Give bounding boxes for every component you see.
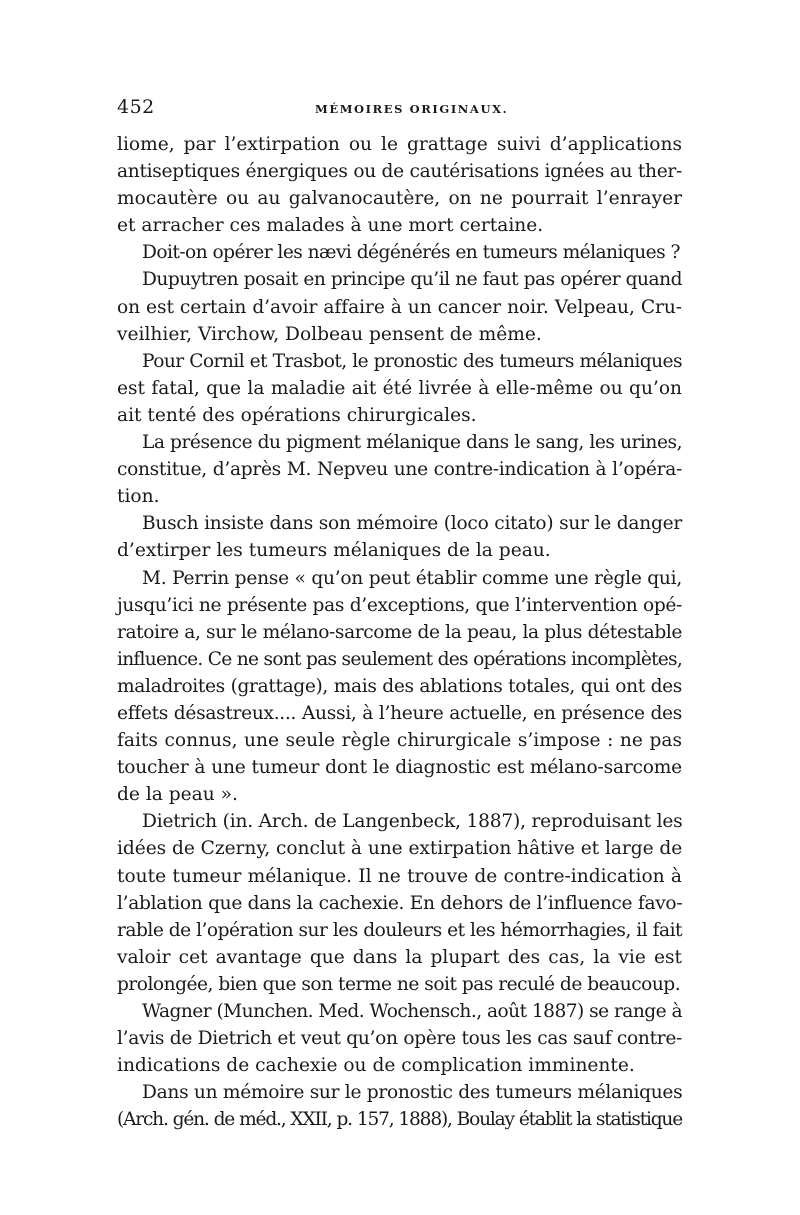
text-line: effets désastreux.... Aussi, à l’heure actuelle, en présence des — [117, 702, 682, 724]
text-line: est fatal, que la maladie ait été livrée à elle-même ou qu’on — [117, 377, 682, 399]
text-line: constitue, d’après M. Nepveu une contre-indication à l’opéra- — [117, 459, 682, 481]
text-line: liome, par l’extirpation ou le grattage suivi d’applications — [117, 134, 682, 155]
text-line: on est certain d’avoir affaire à un cancer noir. Velpeau, Cru- — [117, 296, 682, 318]
text-line: mocautère ou au galvanocautère, on ne pourrait l’enrayer — [117, 188, 682, 210]
text-line: Dietrich (in. Arch. de Langenbeck, 1887), reproduisant les — [142, 811, 683, 833]
text-line: tion. — [117, 486, 160, 508]
text-line: M. Perrin pense « qu’on peut établir comme une règle qui, — [142, 567, 682, 589]
text-line: d’extirper les tumeurs mélaniques de la peau. — [117, 540, 551, 562]
text-line: de la peau ». — [117, 784, 238, 806]
text-line: Dans un mémoire sur le pronostic des tumeurs mélaniques — [142, 1082, 683, 1104]
text-line: ratoire a, sur le mélano-sarcome de la peau, la plus détestable — [117, 621, 682, 643]
text-line: l’avis de Dietrich et veut qu’on opère tous les cas sauf contre- — [117, 1028, 683, 1050]
text-line: ait tenté des opérations chirurgicales. — [117, 404, 477, 426]
text-line: valoir cet avantage que dans la plupart des cas, la vie est — [117, 946, 682, 968]
body-text — [117, 131, 682, 1133]
text-line: veilhier, Virchow, Dolbeau pensent de même. — [117, 323, 542, 345]
page-number: 452 — [117, 96, 155, 118]
text-line: l’ablation que dans la cachexie. En dehors de l’influence favo- — [117, 892, 683, 914]
text-line: Busch insiste dans son mémoire (loco citato) sur le danger — [142, 513, 682, 535]
text-line: idées de Czerny, conclut à une extirpation hâtive et large de — [117, 838, 683, 860]
text-line: Wagner (Munchen. Med. Wochensch., août 1887) se range à — [142, 1001, 682, 1022]
text-line: (Arch. gén. de méd., XXII, p. 157, 1888), Boulay établit la statistique — [117, 1109, 682, 1131]
text-line: maladroites (grattage), mais des ablations totales, qui ont des — [117, 675, 682, 697]
text-line: Pour Cornil et Trasbot, le pronostic des tumeurs mélaniques — [142, 350, 682, 372]
text-line: jusqu’ici ne présente pas d’exceptions, que l’intervention opé- — [117, 594, 682, 616]
text-line: et arracher ces malades à une mort certaine. — [117, 215, 544, 237]
text-line: indications de cachexie ou de complication imminente. — [117, 1055, 635, 1077]
text-line: influence. Ce ne sont pas seulement des opérations incomplètes, — [117, 648, 682, 670]
page-header — [117, 96, 682, 126]
text-line: Doit-on opérer les nævi dégénérés en tumeurs mélaniques ? — [142, 242, 680, 264]
text-line: toute tumeur mélanique. Il ne trouve de contre-indication à — [117, 865, 682, 887]
text-line: La présence du pigment mélanique dans le sang, les urines, — [142, 432, 683, 454]
text-line: Dupuytren posait en principe qu’il ne faut pas opérer quand — [142, 269, 682, 291]
text-line: rable de l’opération sur les douleurs et les hémorrhagies, il fait — [117, 919, 682, 941]
text-line: prolongée, bien que son terme ne soit pas reculé de beaucoup. — [117, 973, 681, 995]
text-line: toucher à une tumeur dont le diagnostic est mélano-sarcome — [117, 757, 682, 779]
text-line: antiseptiques énergiques ou de cautérisations ignées au ther- — [117, 161, 682, 183]
running-head: MÉMOIRES ORIGINAUX. — [315, 102, 509, 116]
text-line: faits connus, une seule règle chirurgicale s’impose : ne pas — [117, 730, 682, 752]
